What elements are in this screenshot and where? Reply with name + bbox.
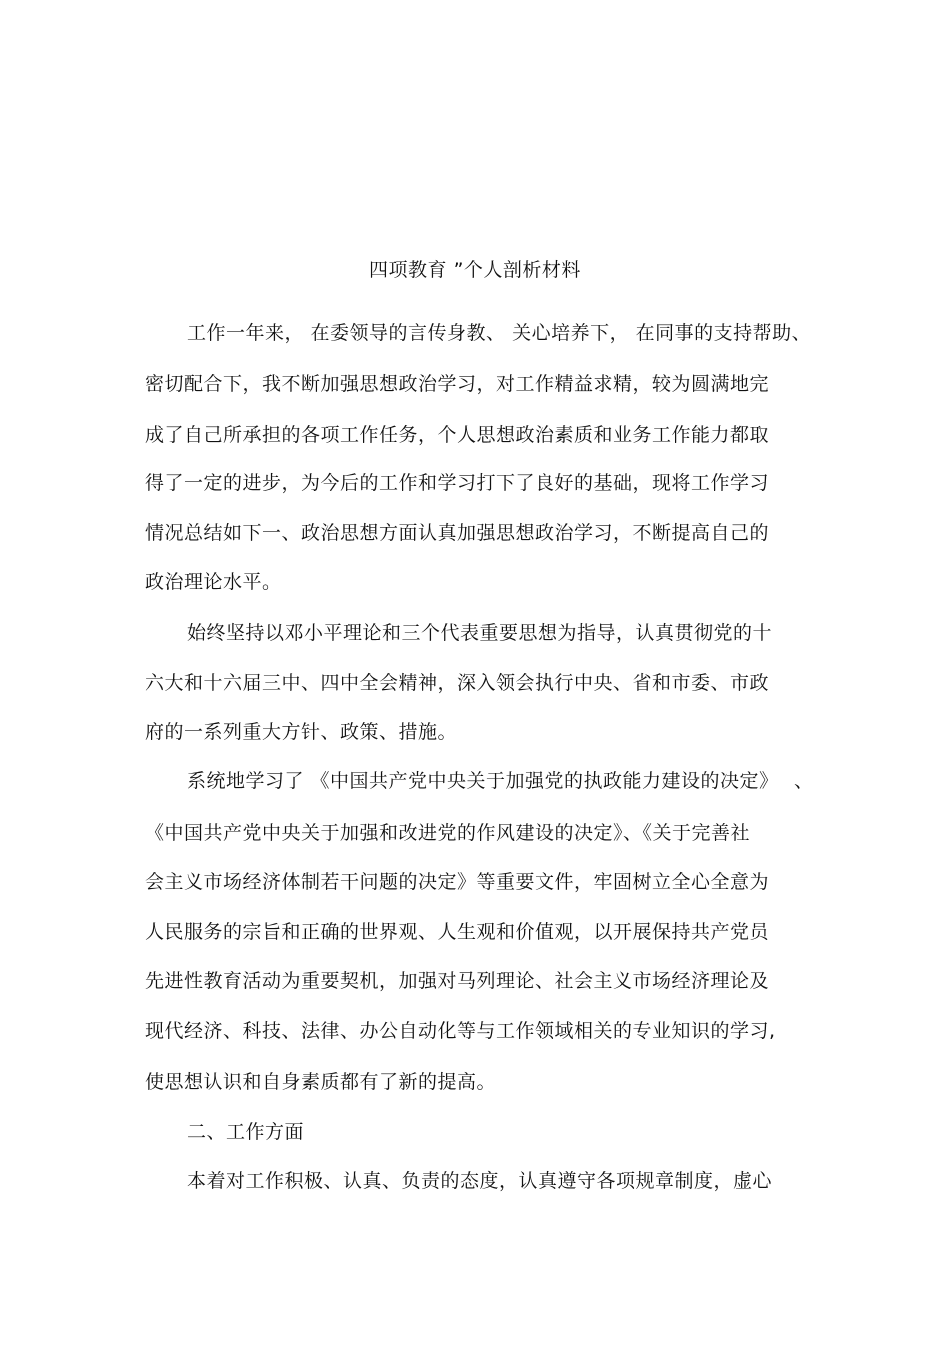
paragraph-line: 先进性教育活动为重要契机，加强对马列理论、社会主义市场经济理论及 (145, 970, 770, 992)
section-heading: 二、工作方面 (187, 1121, 305, 1143)
paragraph-line: 密切配合下，我不断加强思想政治学习，对工作精益求精，较为圆满地完 (145, 373, 770, 395)
paragraph-line: 六大和十六届三中、四中全会精神，深入领会执行中央、省和市委、市政 (145, 672, 770, 694)
paragraph-line: 始终坚持以邓小平理论和三个代表重要思想为指导，认真贯彻党的十 (187, 622, 773, 644)
paragraph-line: 现代经济、科技、法律、办公自动化等与工作领域相关的专业知识的学习, (145, 1020, 776, 1042)
paragraph-line: 政治理论水平。 (145, 571, 282, 593)
paragraph-line: 情况总结如下一、政治思想方面认真加强思想政治学习，不断提高自己的 (145, 522, 770, 544)
paragraph-line: 本着对工作积极、认真、负责的态度，认真遵守各项规章制度，虚心 (187, 1170, 773, 1192)
paragraph-line: 人民服务的宗旨和正确的世界观、人生观和价值观，以开展保持共产党员 (145, 921, 770, 943)
paragraph-line: 《中国共产党中央关于加强和改进党的作风建设的决定》、《关于完善社 (145, 822, 751, 844)
paragraph-line: 府的一系列重大方针、政策、措施。 (145, 721, 458, 743)
paragraph-line: 使思想认识和自身素质都有了新的提高。 (145, 1071, 497, 1093)
stray-punctuation-mark: 、 (794, 770, 814, 792)
paragraph-line: 成了自己所承担的各项工作任务，个人思想政治素质和业务工作能力都取 (145, 424, 770, 446)
paragraph-line: 工作一年来， 在委领导的言传身教、 关心培养下， 在同事的支持帮助、 (187, 322, 812, 344)
paragraph-line: 得了一定的进步，为今后的工作和学习打下了良好的基础，现将工作学习 (145, 472, 770, 494)
paragraph-line: 会主义市场经济体制若干问题的决定》等重要文件，牢固树立全心全意为 (145, 871, 770, 893)
paragraph-line: 系统地学习了 《中国共产党中央关于加强党的执政能力建设的决定》 (187, 770, 779, 792)
document-title: 四项教育 ”个人剖析材料 (369, 259, 581, 281)
